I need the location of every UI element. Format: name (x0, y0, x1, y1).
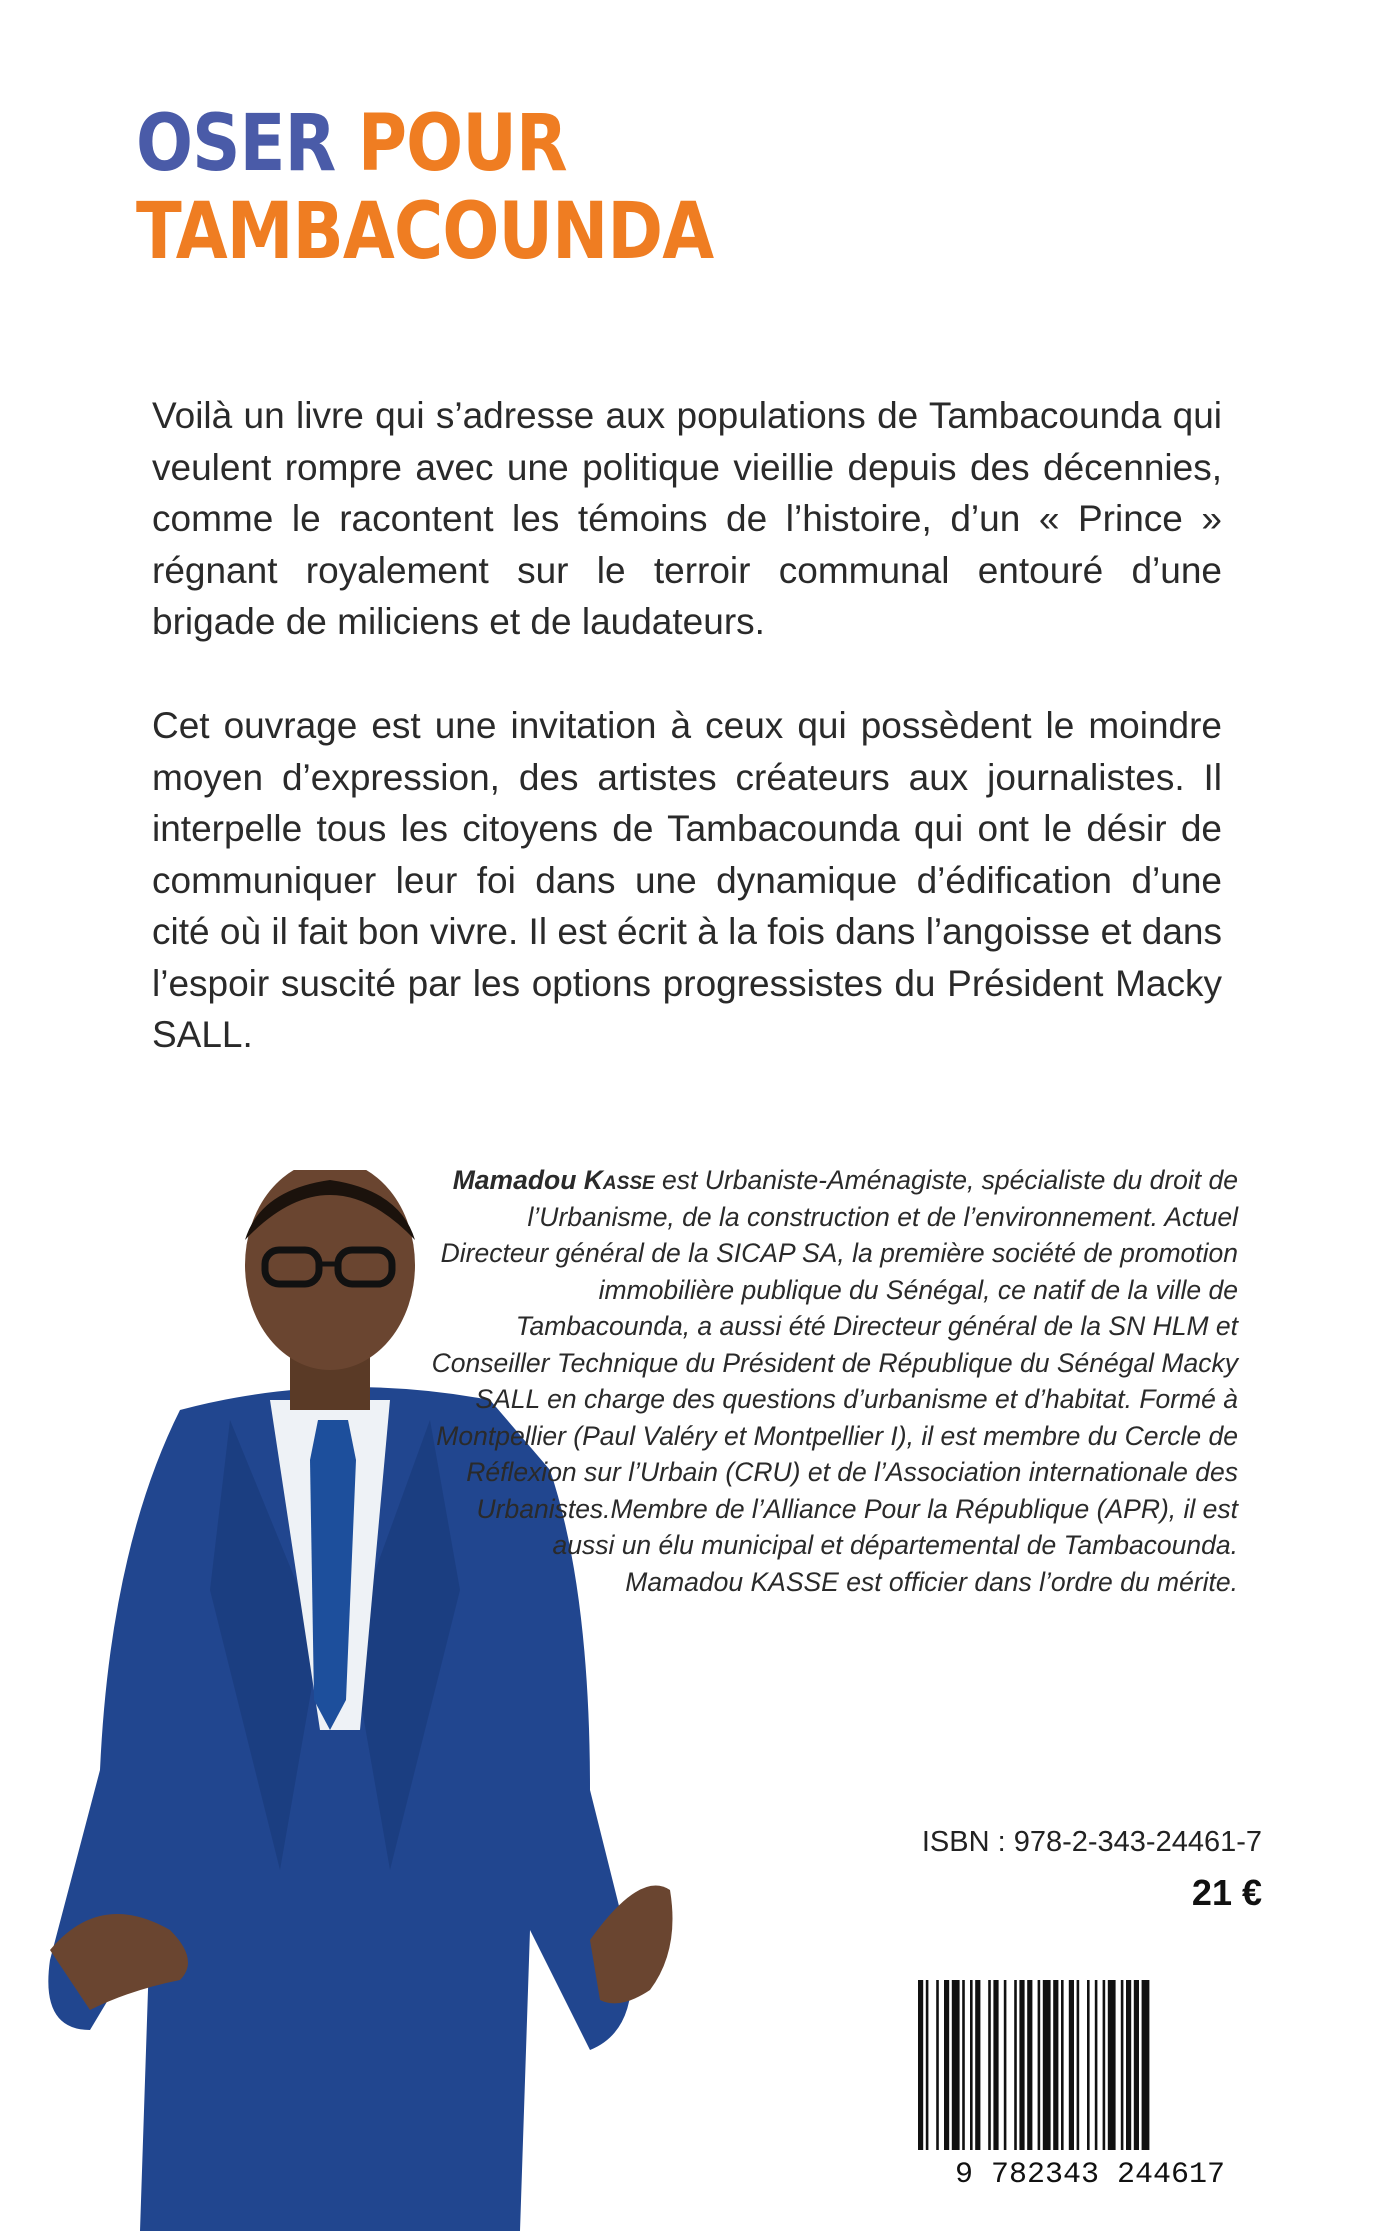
barcode-bar (988, 1980, 991, 2150)
author-bio-text: est Urbaniste-Aménagiste, spécialiste du droit de l’Urbanisme, de la construction et de l’environnement. Actuel Directeur général de la SICAP SA, la première société de promotion immobilière publique du Sénégal, ce natif de la ville de Tambacounda, a aussi été Directeur général de la SN HLM et Conseiller Technique du Président de République du Sénégal Macky SALL en charge des questions d’urbanisme et d’habitat. Formé à Montpellier (Paul Valéry et Montpellier I), il est membre du Cercle de Réflexion sur l’Urbain (CRU) et de l’Association internationale des Urbanistes.Membre de l’Alliance Pour la République (APR), il est aussi un élu municipal et départemental de Tambacounda. Mamadou KASSE est officier dans l’ordre du mérite. (431, 1165, 1238, 1597)
barcode-bars (918, 1980, 1149, 2150)
barcode-bar (918, 1980, 923, 2150)
barcode-digits: 9 782343 244617 (954, 2158, 1226, 2190)
barcode-bar (1004, 1980, 1007, 2150)
isbn: ISBN : 978-2-343-24461-7 (921, 1826, 1262, 1858)
author-first-name: Mamadou (452, 1165, 577, 1195)
author-last-name: Kasse (583, 1165, 655, 1195)
barcode-bar (952, 1980, 960, 2150)
summary-paragraph-1: Voilà un livre qui s’adresse aux populations de Tambacounda qui veulent rompre avec une politique vieillie depuis des décennies, comme le racontent les témoins de l’histoire, d’un « Prince » régnant royalement sur le terroir communal entouré d’une brigade de miliciens et de laudateurs. (152, 395, 1222, 642)
barcode-bar (926, 1980, 929, 2150)
title-word-oser: OSER (136, 99, 336, 189)
barcode-bar (936, 1980, 939, 2150)
barcode-bar (1103, 1980, 1106, 2150)
barcode-bar (1014, 1980, 1017, 2150)
summary-paragraph-2: Cet ouvrage est une invitation à ceux qui possèdent le moindre moyen d’expression, des artistes créateurs aux journalistes. Il interpelle tous les citoyens de Tambacounda qui ont le désir de communiquer leur foi dans une dynamique d’édification d’une cité où il fait bon vivre. Il est écrit à la fois dans l’angoisse et dans l’espoir suscité par les options progressistes du Président Macky SALL. (152, 705, 1222, 1055)
barcode-bar (1019, 1980, 1024, 2150)
barcode-bar (1142, 1980, 1150, 2150)
barcode-bar (1121, 1980, 1124, 2150)
barcode-bar (1108, 1980, 1116, 2150)
barcode-bar (975, 1980, 980, 2150)
title-word-tambacounda: TAMBACOUNDA (136, 187, 714, 277)
barcode-bar (1043, 1980, 1051, 2150)
barcode-bar (1077, 1980, 1080, 2150)
barcode-bar (1126, 1980, 1131, 2150)
title-word-pour: POUR (357, 99, 567, 189)
barcode-bar (1053, 1980, 1058, 2150)
barcode-bar (962, 1980, 965, 2150)
barcode-bar (993, 1980, 998, 2150)
barcode-bar (944, 1980, 949, 2150)
book-title (136, 100, 713, 276)
author-bio (430, 1162, 1238, 1600)
barcode-bar (1095, 1980, 1098, 2150)
barcode-bar (970, 1980, 973, 2150)
barcode-bar (1061, 1980, 1064, 2150)
barcode-bar (1087, 1980, 1090, 2150)
barcode-bar (1038, 1980, 1041, 2150)
barcode-bar (1027, 1980, 1032, 2150)
barcode-bar (1069, 1980, 1074, 2150)
price: 21 € (1191, 1872, 1262, 1913)
barcode-bar (1134, 1980, 1139, 2150)
barcode (910, 1980, 1270, 2190)
